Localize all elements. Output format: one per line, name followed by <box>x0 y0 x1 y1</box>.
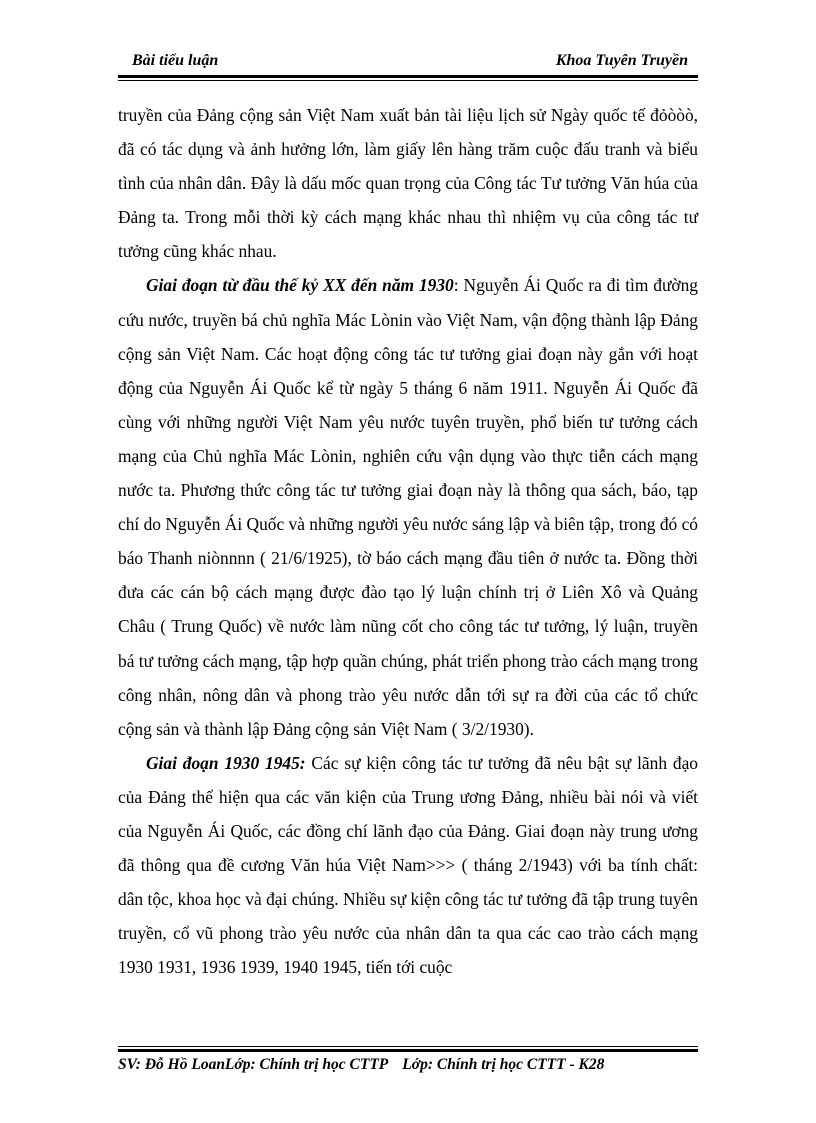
paragraph-2 <box>118 268 698 745</box>
paragraph-2-text: : Nguyễn Ái Quốc ra đi tìm đường cứu nước, truyền bá chủ nghĩa Mác Lònin vào Việt Nam, vận động thành lập Đảng cộng sản Việt Nam. Các hoạt động công tác tư tưởng giai đoạn này gắn với hoạt động của Nguyễn Ái Quốc kể từ ngày 5 tháng 6 năm 1911. Nguyễn Ái Quốc đã cùng với những người Việt Nam yêu nước tuyên truyền, phổ biến tư tưởng cách mạng của Chủ nghĩa Mác Lònin, nghiên cứu vận dụng vào thực tiễn cách mạng nước ta. Phương thức công tác tư tưởng giai đoạn này là thông qua sách, báo, tạp chí do Nguyễn Ái Quốc và những người yêu nước sáng lập và biên tập, trong đó có báo Thanh niònnnn ( 21/6/1925), tờ báo cách mạng đầu tiên ở nước ta. Đồng thời đưa các cán bộ cách mạng được đào tạo lý luận chính trị ở Liên Xô và Quảng Châu ( Trung Quốc) về nước làm nũng cốt cho công tác tư tưởng, lý luận, truyền bá tư tưởng cách mạng, tập hợp quần chúng, phát triển phong trào cách mạng trong công nhân, nông dân và phong trào yêu nước dẫn tới sự ra đời của các tổ chức cộng sản và thành lập Đảng cộng sản Việt Nam ( 3/2/1930). <box>118 275 699 739</box>
header-rule-thick <box>118 75 698 78</box>
paragraph-3-lead: Giai đoạn 1930 1945: <box>146 752 306 773</box>
paragraph-1 <box>118 98 698 268</box>
header-rule-thin <box>118 80 698 81</box>
footer-student: SV: Đỗ Hồ LoanLớp: Chính trị học CTTP <box>118 1056 389 1073</box>
paragraph-2-lead: Giai đoạn từ đầu thế kỷ XX đến năm 1930 <box>146 275 454 296</box>
footer-class: Lớp: Chính trị học CTTT - K28 <box>402 1056 605 1073</box>
header-right-title: Khoa Tuyên Truyền <box>555 52 688 69</box>
footer-rule-thin <box>118 1046 698 1047</box>
paragraph-3-text: Các sự kiện công tác tư tưởng đã nêu bật sự lãnh đạo của Đảng thể hiện qua các văn kiện của Trung ương Đảng, nhiều bài nói và viết của Nguyễn Ái Quốc, các đồng chí lãnh đạo của Đảng. Giai đoạn này trung ương đã thông qua đề cương Văn húa Việt Nam>>> ( tháng 2/1943) với ba tính chất: dân tộc, khoa học và đại chúng. Nhiều sự kiện công tác tư tưởng đã tập trung tuyên truyền, cổ vũ phong trào yêu nước của nhân dân ta qua các cao trào cách mạng 1930 1931, 1936 1939, 1940 1945, tiến tới cuộc <box>118 752 698 978</box>
footer-rule-thick <box>118 1049 698 1052</box>
paragraph-1-text: truyền của Đảng cộng sản Việt Nam xuất bản tài liệu lịch sử Ngày quốc tế đỏòòò, đã có tác dụng và ảnh hưởng lớn, làm giấy lên hàng trăm cuộc đấu tranh và biểu tình của nhân dân. Đây là dấu mốc quan trọng của Công tác Tư tưởng Văn húa của Đảng ta. Trong mỗi thời kỳ cách mạng khác nhau thì nhiệm vụ của công tác tư tưởng cũng khác nhau. <box>118 105 698 262</box>
page-footer <box>118 1056 698 1074</box>
header-left-title: Bài tiểu luận <box>132 52 219 69</box>
paragraph-3 <box>118 746 698 985</box>
page-header <box>118 46 698 76</box>
body-text <box>118 98 698 984</box>
